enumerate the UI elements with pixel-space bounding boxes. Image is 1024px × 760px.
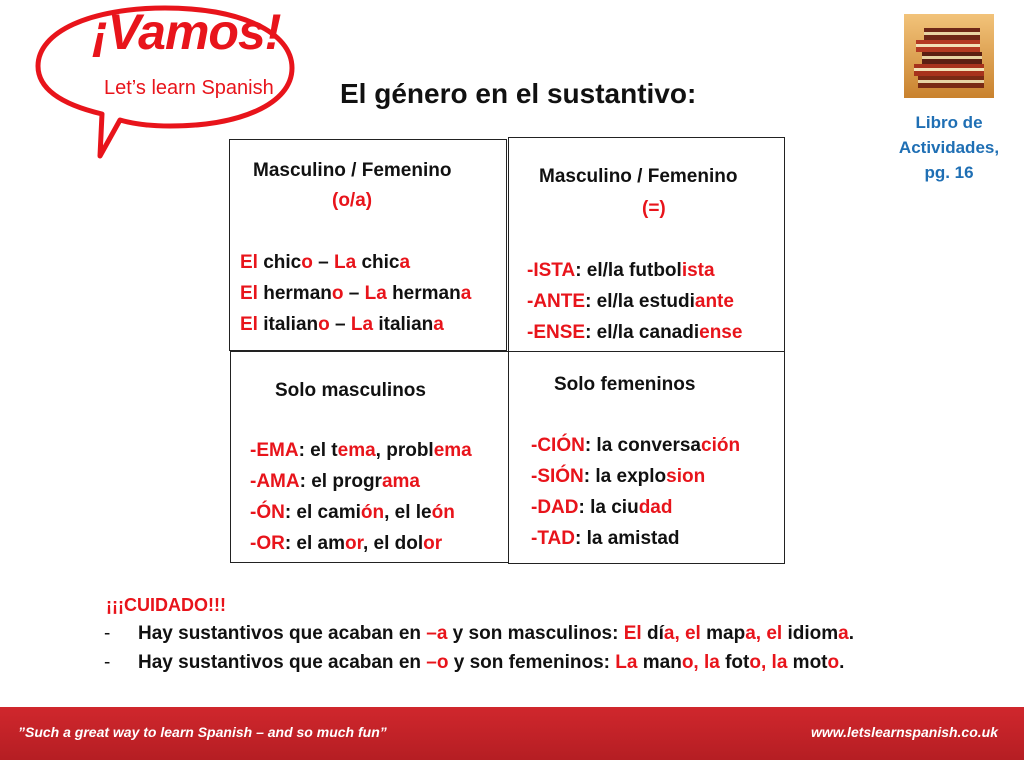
highlight-text: dad [638,497,673,518]
plain-text: italian [373,314,434,335]
bullet-marker: - [104,623,111,644]
example-lines [250,435,472,559]
warning-heading: ¡¡¡CUIDADO!!! [106,595,226,615]
page-title: El género en el sustantivo: [340,78,697,109]
highlight-text: -DAD [531,497,579,518]
plain-text: italian [257,314,319,335]
warning-bullet [104,623,854,645]
plain-text: mot [787,652,828,673]
plain-text: : el am [284,533,346,554]
example-lines [240,247,471,340]
highlight-text: a [460,283,472,304]
highlight-text: , el [674,623,701,644]
box-heading: Solo femeninos [554,374,696,395]
highlight-text: sion [666,466,706,487]
plain-text: – [343,283,365,304]
highlight-text: a [433,314,444,335]
plain-text: map [700,623,746,644]
highlight-text: –a [426,623,448,644]
box-heading: Masculino / Femenino [253,160,452,181]
plain-text: . [848,623,854,644]
highlight-text: -ENSE [527,322,586,343]
example-lines [531,430,740,554]
highlight-text: ema [337,440,376,461]
example-line [250,528,472,559]
highlight-text: La [615,652,638,673]
example-line [250,435,472,466]
highlight-text: ense [699,322,743,343]
plain-text: – [329,314,351,335]
highlight-text: a [663,623,675,644]
plain-text: . [839,652,845,673]
highlight-text: o [749,652,761,673]
highlight-text: o [318,314,330,335]
highlight-text: -AMA [250,471,300,492]
box-heading: Solo masculinos [275,380,426,401]
example-line [531,430,740,461]
plain-text: Hay sustantivos que acaban en [138,623,427,644]
highlight-text: ón [431,502,455,523]
box-solo-femeninos [508,351,785,564]
plain-text: – [312,252,334,273]
highlight-text: El [240,314,258,335]
plain-text: : el cami [284,502,361,523]
highlight-text: –o [426,652,449,673]
highlight-text: El [240,283,258,304]
box-masculino-femenino-oa [229,139,507,351]
highlight-text: , la [760,652,788,673]
highlight-text: El [623,623,642,644]
box-subheading: (o/a) [332,190,373,211]
plain-text: , el dol [362,533,424,554]
highlight-text: a [838,623,849,644]
box-heading: Masculino / Femenino [539,166,738,187]
highlight-text: o [301,252,313,273]
plain-text: Hay sustantivos que acaban en [138,652,427,673]
example-line [531,492,740,523]
plain-text: chic [257,252,302,273]
example-lines [527,255,742,348]
highlight-text: -EMA [250,440,299,461]
example-line [250,466,472,497]
highlight-text: -CIÓN [531,435,585,456]
highlight-text: La [334,252,357,273]
example-line [531,461,740,492]
plain-text: y son masculinos: [447,623,624,644]
plain-text: fot [719,652,750,673]
highlight-text: La [350,314,374,335]
plain-text: , el le [384,502,432,523]
example-line [527,255,742,286]
plain-text: : la explo [583,466,667,487]
highlight-text: El [240,252,258,273]
example-line [240,309,471,340]
footer-bar [0,707,1024,760]
book-reference [880,110,1018,185]
book-reference-line: pg. 16 [924,163,974,182]
highlight-text: ción [701,435,741,456]
highlight-text: -ÓN [250,502,285,523]
box-masculino-femenino-eq [508,137,785,352]
warning-bullet [104,652,844,674]
plain-text: herman [257,283,332,304]
footer-quote: ”Such a great way to learn Spanish – and so much fun” [18,724,387,740]
plain-text: chic [356,252,400,273]
example-line [527,286,742,317]
logo-subtitle: Let’s learn Spanish [104,77,274,99]
plain-text: , probl [375,440,434,461]
books-image [904,14,994,98]
highlight-text: ama [381,471,420,492]
highlight-text: ón [360,502,385,523]
plain-text: : el/la canadi [585,322,700,343]
plain-text: : el progr [299,471,382,492]
highlight-text: , el [755,623,783,644]
logo-title: ¡Vamos! [92,4,281,60]
box-subheading: (=) [642,198,666,219]
plain-text: dí [641,623,664,644]
highlight-text: -ANTE [527,291,586,312]
plain-text: y son femeninos: [448,652,616,673]
highlight-text: -OR [250,533,285,554]
footer-website-link[interactable]: www.letslearnspanish.co.uk [811,724,998,740]
plain-text: : la amistad [574,528,680,549]
highlight-text: o [827,652,840,673]
bullet-text [138,623,854,644]
highlight-text: -ISTA [527,260,576,281]
highlight-text: La [364,283,387,304]
plain-text: man [637,652,682,673]
box-solo-masculinos [230,351,509,563]
plain-text: : el/la estudi [585,291,695,312]
highlight-text: -TAD [531,528,575,549]
highlight-text: or [423,533,443,554]
plain-text: : la conversa [584,435,701,456]
highlight-text: or [345,533,363,554]
highlight-text: a [399,252,411,273]
plain-text: : el t [298,440,338,461]
highlight-text: ema [433,440,472,461]
bullet-marker: - [104,652,111,673]
bullet-text [138,652,844,673]
example-line [250,497,472,528]
book-reference-line: Actividades, [898,138,1000,157]
plain-text: : el/la futbol [575,260,682,281]
highlight-text: a [745,623,756,644]
plain-text: idiom [782,623,839,644]
example-line [527,317,742,348]
logo [30,0,300,160]
highlight-text: -SIÓN [531,466,584,487]
book-reference-line: Libro de [915,113,983,132]
example-line [240,278,471,309]
highlight-text: ante [694,291,734,312]
highlight-text: ista [681,260,715,281]
plain-text: : la ciu [578,497,639,518]
highlight-text: o [331,283,344,304]
example-line [240,247,471,278]
example-line [531,523,740,554]
highlight-text: , la [693,652,720,673]
highlight-text: o [681,652,694,673]
plain-text: herman [386,283,461,304]
